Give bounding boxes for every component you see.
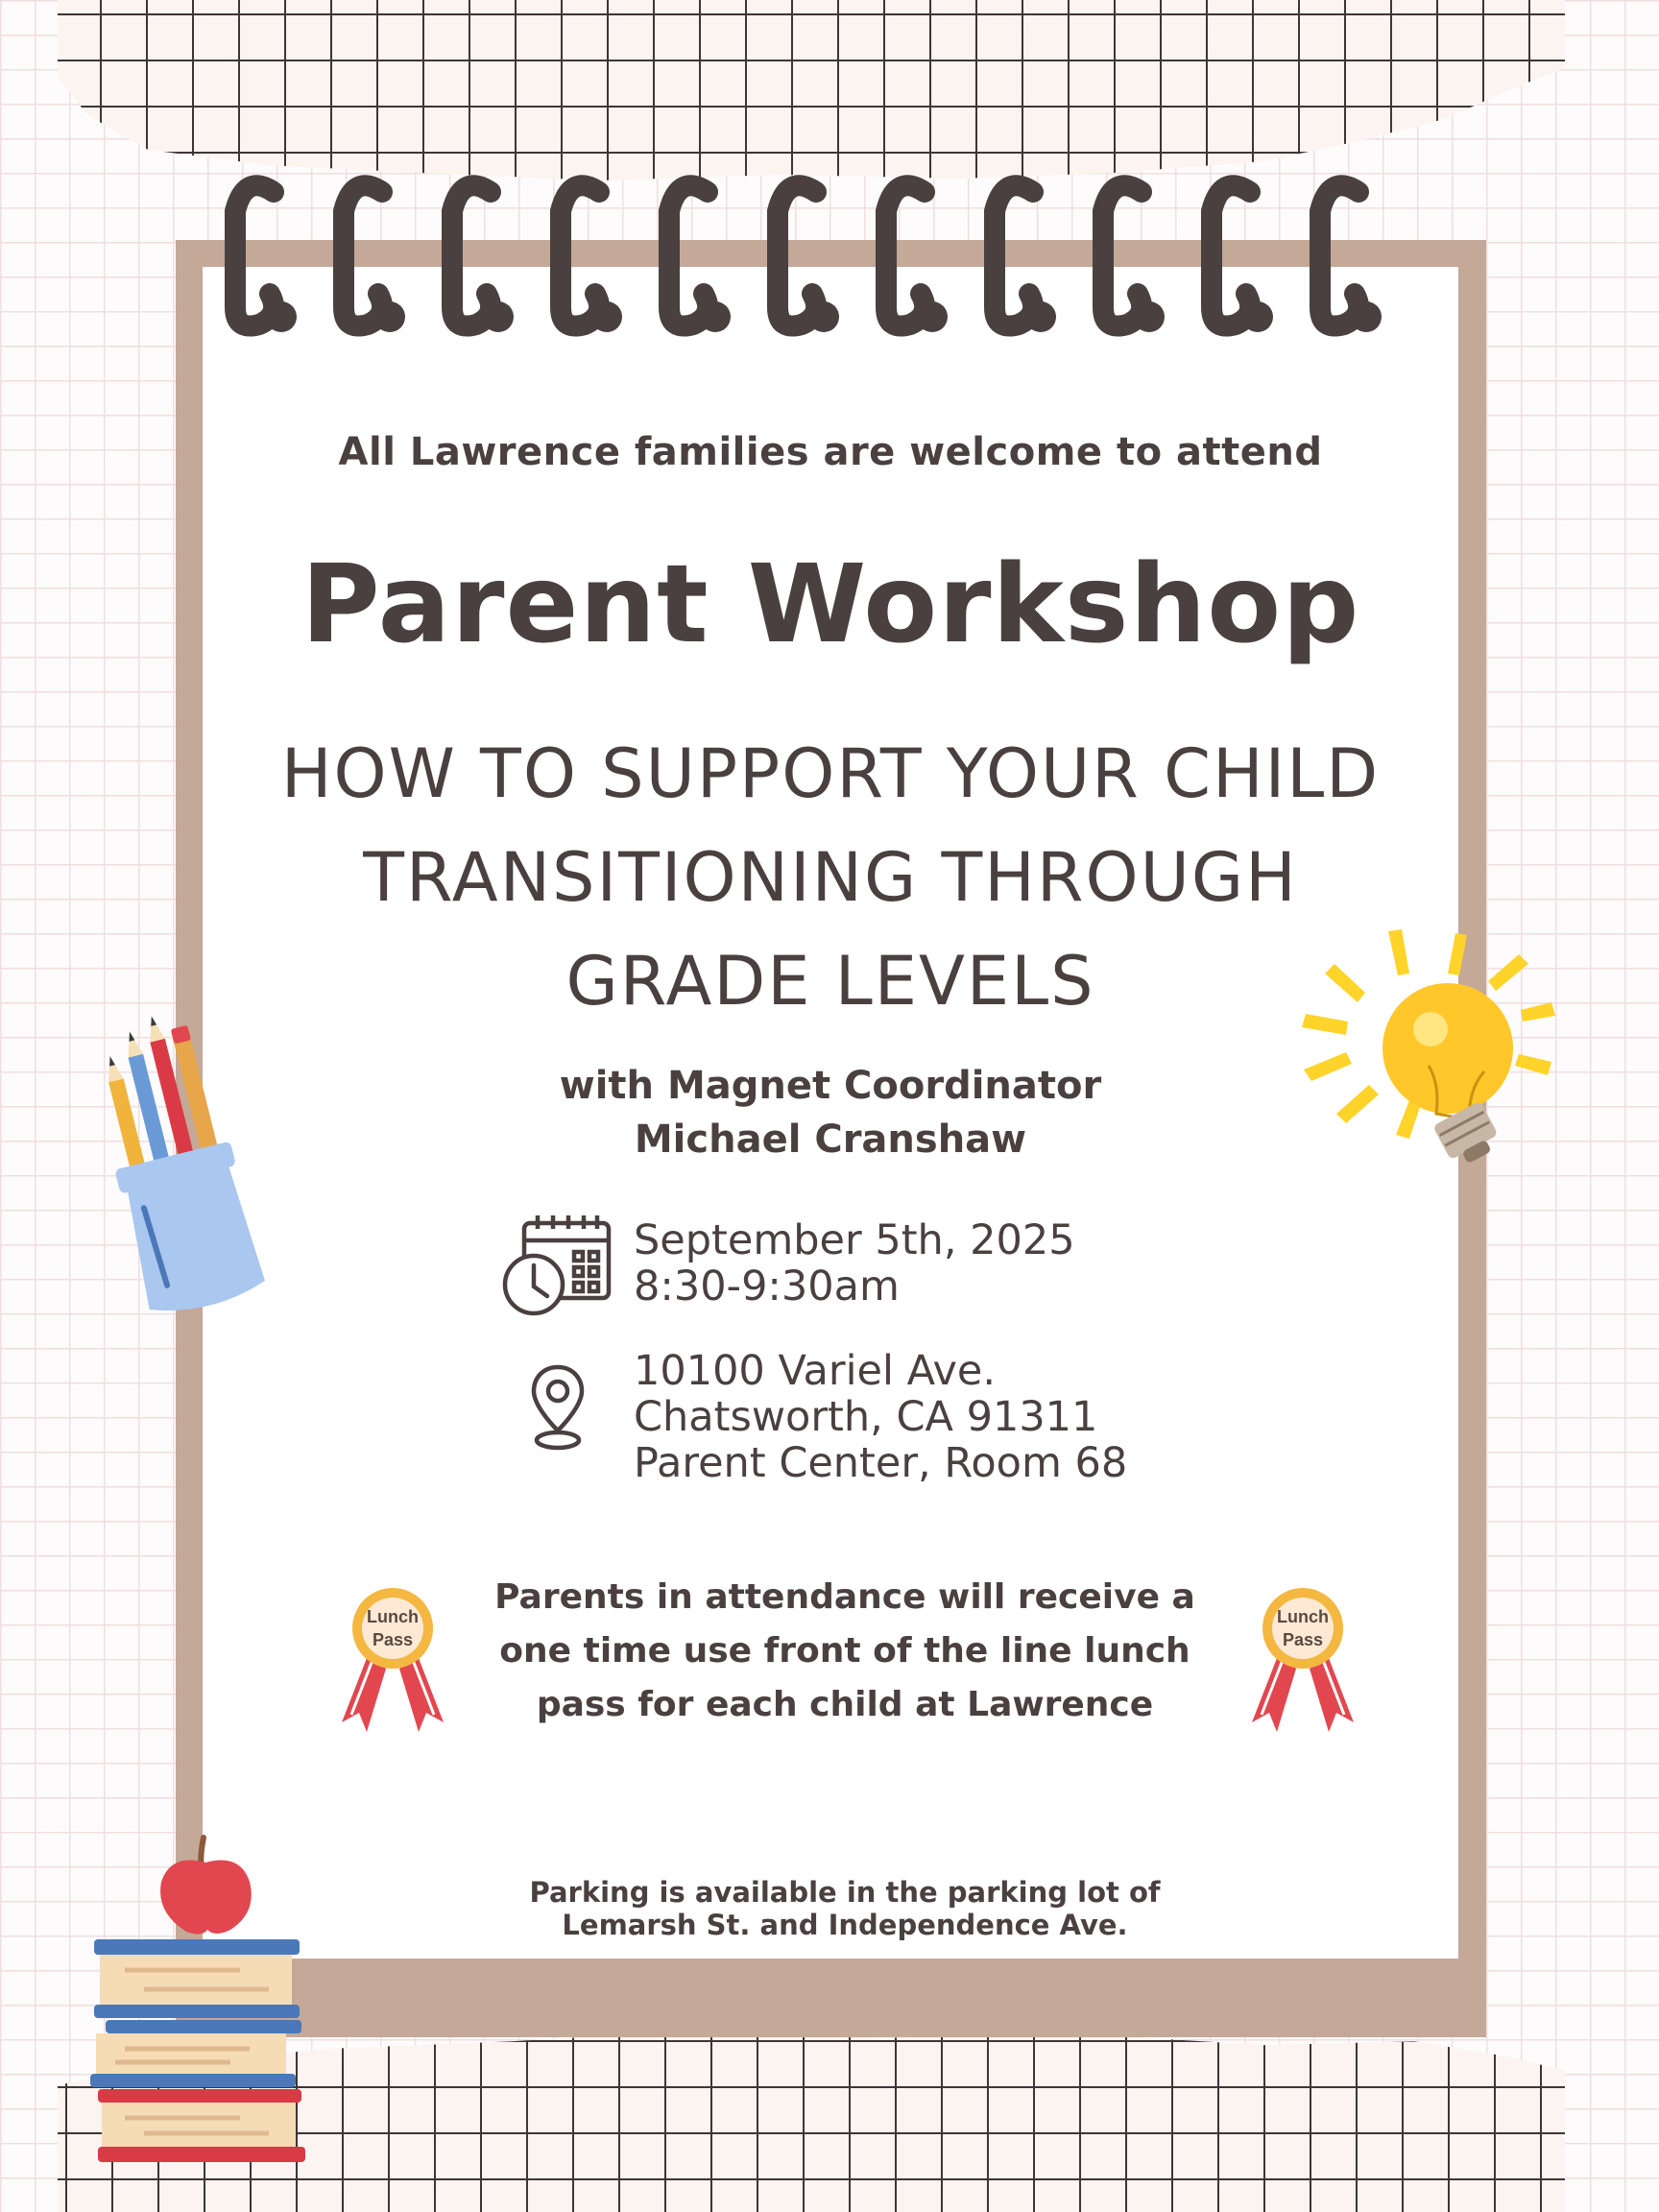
- parking-note: [413, 1876, 1277, 1941]
- spiral-hole: [917, 301, 948, 332]
- light-bulb-illustration: [1296, 922, 1584, 1181]
- welcome-line: All Lawrence families are welcome to attend: [338, 430, 1323, 474]
- spiral-binding: [197, 163, 1464, 374]
- spiral-hole: [266, 301, 297, 332]
- presenter-role: with Magnet Coordinator: [559, 1064, 1102, 1108]
- spiral-ring: [235, 185, 274, 325]
- spiral-hole: [1025, 301, 1056, 332]
- page-title: Parent Workshop: [301, 542, 1360, 667]
- lunch-pass-note: Parents in attendance will receive a one time use front of the line lunch pass for each child at Lawrence: [494, 1577, 1195, 1724]
- spiral-ring: [886, 185, 925, 325]
- spiral-ring: [1103, 185, 1142, 325]
- spiral-hole: [374, 301, 405, 332]
- address-line: Parent Center, Room 68: [634, 1439, 1128, 1487]
- spiral-ring: [452, 185, 491, 325]
- event-address: [634, 1348, 1127, 1486]
- spiral-ring: [1320, 185, 1358, 325]
- parking-line: Parking is available in the parking lot of: [529, 1876, 1161, 1909]
- badge-label: Lunch: [367, 1607, 419, 1626]
- workshop-topic: [203, 722, 1458, 1033]
- spiral-hole: [1134, 301, 1165, 332]
- topic-line: TRANSITIONING THROUGH: [363, 838, 1298, 917]
- event-time: 8:30-9:30am: [634, 1262, 900, 1310]
- address-line: Chatsworth, CA 91311: [634, 1393, 1098, 1441]
- presenter-name: Michael Cranshaw: [634, 1118, 1027, 1162]
- presenter: [203, 1059, 1458, 1166]
- ribbon-badge-icon: [1242, 1569, 1363, 1738]
- parking-line: Lemarsh St. and Independence Ave.: [562, 1909, 1128, 1941]
- event-date: September 5th, 2025: [634, 1216, 1075, 1264]
- spiral-hole: [808, 301, 839, 332]
- badge-label: Pass: [1282, 1630, 1324, 1649]
- spiral-ring: [669, 185, 708, 325]
- spiral-ring: [1212, 185, 1250, 325]
- badge-label: Lunch: [1277, 1607, 1329, 1626]
- address-line: 10100 Variel Ave.: [634, 1347, 997, 1395]
- ribbon-badge-icon: [332, 1569, 453, 1738]
- spiral-hole: [1242, 301, 1273, 332]
- badge-label: Pass: [372, 1630, 414, 1649]
- spiral-hole: [591, 301, 622, 332]
- spiral-ring: [344, 185, 382, 325]
- book-stack-apple-illustration: [86, 1824, 317, 2170]
- spiral-hole: [483, 301, 514, 332]
- spiral-hole: [700, 301, 731, 332]
- spiral-ring: [561, 185, 599, 325]
- spiral-hole: [1351, 301, 1382, 332]
- calendar-clock-icon: [501, 1212, 614, 1319]
- spiral-ring: [778, 185, 816, 325]
- topic-line: GRADE LEVELS: [565, 942, 1095, 1021]
- topic-line: HOW TO SUPPORT YOUR CHILD: [280, 734, 1381, 813]
- spiral-ring: [995, 185, 1033, 325]
- pencil-cup-illustration: [83, 1008, 294, 1334]
- map-pin-icon: [526, 1361, 589, 1454]
- date-time: [634, 1217, 1075, 1310]
